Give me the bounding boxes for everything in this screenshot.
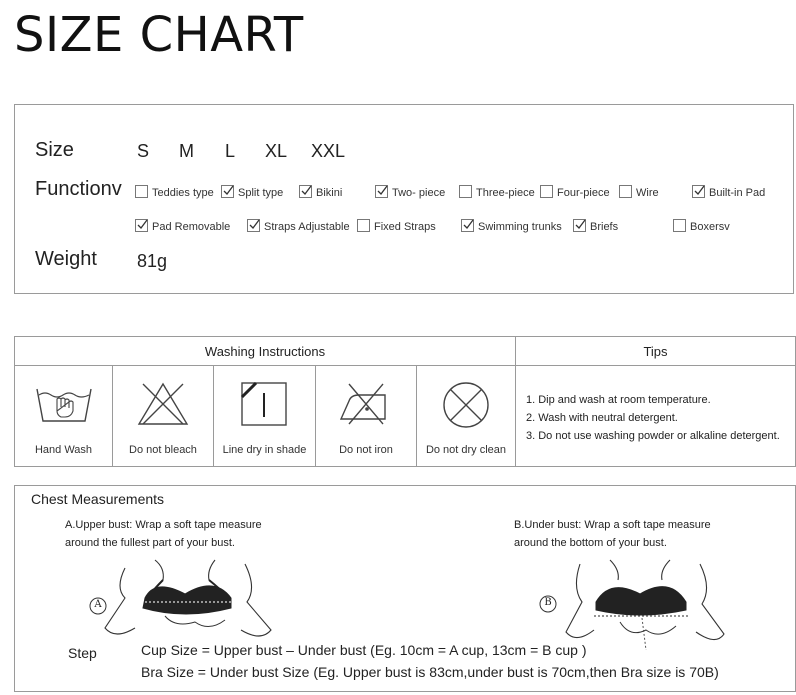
tips-header: Tips <box>643 344 668 359</box>
no-iron-icon <box>337 381 393 427</box>
checked-box-icon[interactable] <box>135 219 148 232</box>
function-option-label: Pad Removable <box>152 221 231 233</box>
weight-label: Weight <box>35 248 97 270</box>
function-option[interactable] <box>692 185 765 199</box>
marker-a: A <box>94 599 102 610</box>
function-option[interactable] <box>461 219 562 233</box>
empty-box-icon[interactable] <box>619 185 632 198</box>
under-bust-line1: B.Under bust: Wrap a soft tape measure <box>514 519 711 531</box>
function-option[interactable] <box>135 185 214 199</box>
no-dry-clean-label: Do not dry clean <box>425 444 507 456</box>
checked-box-icon[interactable] <box>692 185 705 198</box>
upper-bust-line1: A.Upper bust: Wrap a soft tape measure <box>65 519 262 531</box>
function-option[interactable] <box>673 219 730 233</box>
under-bust-line2: around the bottom of your bust. <box>514 537 667 549</box>
empty-box-icon[interactable] <box>673 219 686 232</box>
empty-box-icon[interactable] <box>540 185 553 198</box>
no-iron-label: Do not iron <box>339 444 393 456</box>
function-option[interactable] <box>221 185 283 199</box>
function-option-label: Swimming trunks <box>478 221 562 233</box>
tip-3: 3. Do not use washing powder or alkaline detergent. <box>526 430 780 442</box>
checked-box-icon[interactable] <box>573 219 586 232</box>
under-bust-illustration <box>560 558 730 654</box>
no-dry-clean-icon <box>441 380 491 430</box>
checked-box-icon[interactable] <box>299 185 312 198</box>
weight-value: 81g <box>137 251 168 271</box>
tip-1: 1. Dip and wash at room temperature. <box>526 394 711 406</box>
chest-title: Chest Measurements <box>31 491 165 507</box>
function-option-label: Split type <box>238 187 284 199</box>
size-l: L <box>225 141 236 161</box>
function-option[interactable] <box>573 219 618 233</box>
step-label: Step <box>68 645 97 661</box>
function-option-label: Straps Adjustable <box>264 221 350 233</box>
page-title: SIZE CHART <box>14 7 304 63</box>
hand-wash-label: Hand Wash <box>34 444 93 456</box>
checked-box-icon[interactable] <box>375 185 388 198</box>
empty-box-icon[interactable] <box>135 185 148 198</box>
function-option-label: Wire <box>636 187 659 199</box>
size-xxl: XXL <box>311 141 346 161</box>
function-option[interactable] <box>619 185 659 199</box>
size-s: S <box>137 141 150 161</box>
empty-box-icon[interactable] <box>459 185 472 198</box>
no-bleach-icon <box>137 381 189 427</box>
checked-box-icon[interactable] <box>461 219 474 232</box>
checked-box-icon[interactable] <box>247 219 260 232</box>
function-option[interactable] <box>357 219 436 233</box>
no-bleach-label: Do not bleach <box>129 444 197 456</box>
function-option[interactable] <box>247 219 350 233</box>
hand-wash-icon <box>35 381 93 427</box>
size-xl: XL <box>265 141 288 161</box>
upper-bust-line2: around the fullest part of your bust. <box>65 537 235 549</box>
function-option-label: Briefs <box>590 221 619 233</box>
line-dry-shade-label: Line dry in shade <box>222 444 307 456</box>
chest-measurements-box <box>14 485 796 692</box>
function-option-label: Two- piece <box>392 187 446 199</box>
function-option-label: Fixed Straps <box>374 221 436 233</box>
function-option-label: Four-piece <box>557 187 610 199</box>
line-dry-shade-icon <box>240 381 288 427</box>
function-option[interactable] <box>135 219 230 233</box>
function-option-label: Bikini <box>316 187 343 199</box>
function-option[interactable] <box>299 185 342 199</box>
checked-box-icon[interactable] <box>221 185 234 198</box>
cup-size-formula: Cup Size = Upper bust – Under bust (Eg. 10cm = A cup, 13cm = B cup ) <box>141 642 587 658</box>
function-option-label: Boxersv <box>690 221 730 233</box>
upper-bust-illustration <box>85 558 285 648</box>
function-option[interactable] <box>459 185 535 199</box>
function-option-label: Teddies type <box>152 187 214 199</box>
function-option-label: Built-in Pad <box>709 187 766 199</box>
function-label: Functionv <box>35 178 122 200</box>
spec-box <box>14 104 794 294</box>
function-option[interactable] <box>540 185 610 199</box>
tip-2: 2. Wash with neutral detergent. <box>526 412 678 424</box>
washing-table <box>14 336 796 467</box>
marker-b: B <box>544 597 552 608</box>
size-label: Size <box>35 139 74 161</box>
function-option[interactable] <box>375 185 445 199</box>
washing-header: Washing Instructions <box>204 344 326 359</box>
empty-box-icon[interactable] <box>357 219 370 232</box>
size-m: M <box>179 141 194 161</box>
function-option-label: Three-piece <box>476 187 535 199</box>
bra-size-formula: Bra Size = Under bust Size (Eg. Upper bust is 83cm,under bust is 70cm,then Bra size is 70B) <box>141 664 719 680</box>
